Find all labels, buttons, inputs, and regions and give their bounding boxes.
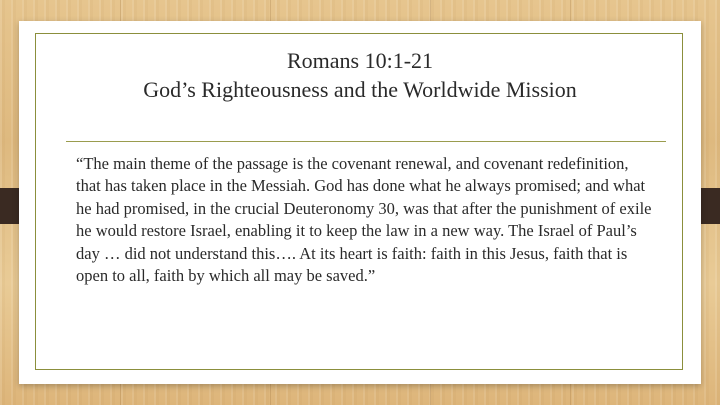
slide-title-reference: Romans 10:1-21 [286,48,434,73]
slide-title-subtitle: God’s Righteousness and the Worldwide Mission [143,77,577,102]
quote-text: “The main theme of the passage is the covenant renewal, and covenant redefinition, that has taken place in the Messiah. God has done what he always promised; and what he had promised, in the crucial Deuteronomy 30, was that after the punishment of exile he would restore Israel, enabling it to keep the law in a new way. The Israel of Paul’s day … did not understand this…. At its heart is faith: faith in this Jesus, faith that is open to all, faith by which all may be saved.” [76,154,652,286]
title-divider [66,141,666,142]
